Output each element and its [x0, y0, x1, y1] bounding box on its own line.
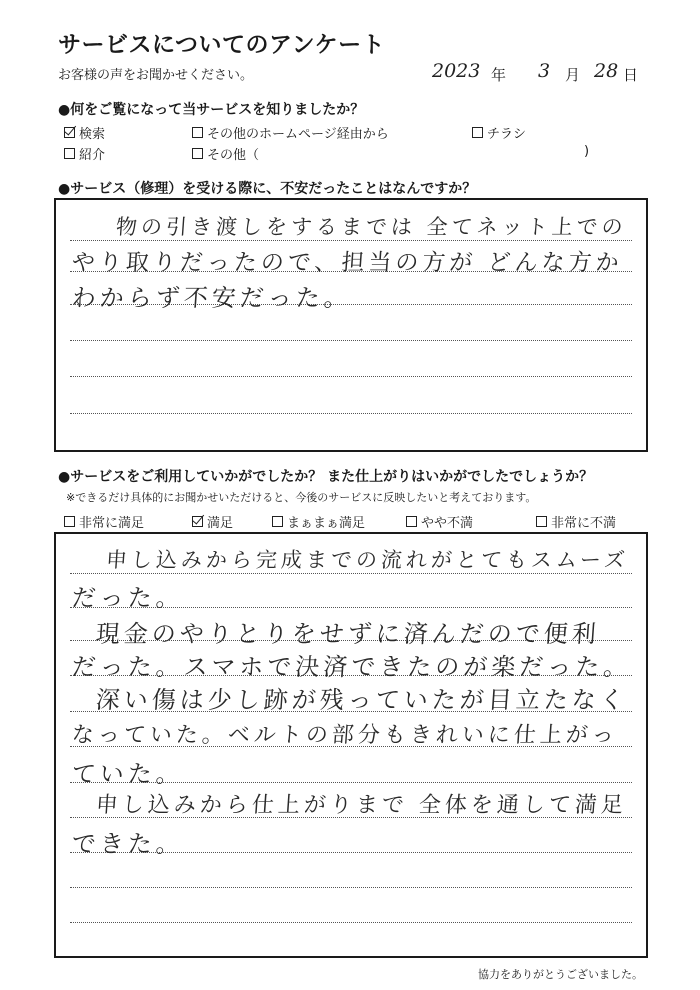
page-subtitle: お客様の声をお聞かせください。: [58, 68, 254, 83]
q3-option-somewhat-satisfied[interactable]: [272, 512, 365, 531]
checkbox-icon: [472, 127, 483, 138]
q1-option-label: チラシ: [487, 127, 527, 142]
handwritten-line: ていた。: [70, 760, 185, 788]
handwritten-line: だった。: [70, 584, 185, 612]
checkbox-icon: [406, 516, 417, 527]
q1-option-other-homepage[interactable]: [192, 123, 389, 142]
q1-other-close-paren: ): [584, 144, 590, 159]
handwritten-line: やり取りだったので、担当の方が どんな方か: [70, 250, 624, 276]
date-month: 3: [538, 60, 551, 82]
footer-thanks: 協力をありがとうございました。: [478, 968, 643, 981]
q1-option-referral[interactable]: [64, 144, 105, 163]
handwritten-line: なっていた。ベルトの部分もきれいに仕上がっ: [70, 723, 619, 748]
handwritten-line: だった。スマホで決済できたのが楽だった。: [70, 653, 633, 681]
handwritten-line: できた。: [70, 830, 185, 858]
handwritten-line: 深い傷は少し跡が残っていたが目立たなく: [94, 686, 629, 714]
handwritten-line: 物の引き渡しをするまでは 全てネット上での: [115, 215, 628, 239]
q2-question: ●サービス（修理）を受ける際に、不安だったことはなんですか？: [58, 181, 477, 197]
q1-option-label: その他（: [207, 148, 260, 163]
q3-option-somewhat-dissatisfied[interactable]: [406, 512, 473, 531]
q1-option-label: その他のホームページ経由から: [207, 127, 389, 142]
q3-option-very-dissatisfied[interactable]: [536, 512, 616, 531]
q1-option-label: 紹介: [79, 148, 106, 163]
page-title: サービスについてのアンケート: [58, 32, 386, 58]
checkbox-icon: [536, 516, 547, 527]
handwritten-line: 現金のやりとりをせずに済んだので便利: [94, 620, 601, 648]
q3-option-label: 非常に不満: [551, 516, 617, 531]
q3-option-label: 非常に満足: [79, 516, 145, 531]
q1-option-search[interactable]: [64, 123, 105, 142]
q3-option-label: やや不満: [421, 516, 474, 531]
q2-answer-box[interactable]: [54, 198, 648, 452]
writing-line: [70, 376, 632, 377]
q3-option-label: まぁまぁ満足: [287, 516, 366, 531]
q3-option-satisfied[interactable]: [192, 512, 233, 531]
writing-line: [70, 887, 632, 888]
checkbox-icon: [192, 127, 203, 138]
date-month-label: 月: [565, 66, 581, 84]
q3-question: ●サービスをご利用していかがでしたか？ また仕上がりはいかがでしたでしょうか？: [58, 469, 594, 485]
q1-question: ●何をご覧になって当サービスを知りましたか？: [58, 102, 365, 118]
q3-option-label: 満足: [207, 516, 234, 531]
q3-answer-box[interactable]: [54, 532, 648, 958]
checkbox-icon: [64, 148, 75, 159]
date-year: 2023: [432, 60, 481, 82]
checkbox-icon: [272, 516, 283, 527]
handwritten-line: わからず不安だった。: [70, 284, 353, 312]
q1-option-label: 検索: [79, 127, 106, 142]
checkbox-icon: [192, 148, 203, 159]
checkbox-checked-icon: [64, 127, 75, 138]
writing-line: [70, 413, 632, 414]
writing-line: [70, 922, 632, 923]
q1-option-flyer[interactable]: [472, 123, 526, 142]
date-day-label: 日: [623, 66, 639, 84]
date-year-label: 年: [491, 66, 507, 84]
q1-option-other[interactable]: [192, 144, 259, 163]
checkbox-checked-icon: [192, 516, 203, 527]
checkbox-icon: [64, 516, 75, 527]
q3-note: ※できるだけ具体的にお聞かせいただけると、今後のサービスに反映したいと考えております。: [66, 491, 537, 504]
handwritten-line: 申し込みから完成までの流れがとてもスムーズ: [105, 548, 630, 572]
handwritten-line: 申し込みから仕上がりまで 全体を通して満足: [94, 793, 628, 818]
q3-option-very-satisfied[interactable]: [64, 512, 144, 531]
date-day: 28: [594, 60, 619, 82]
writing-line: [70, 340, 632, 341]
